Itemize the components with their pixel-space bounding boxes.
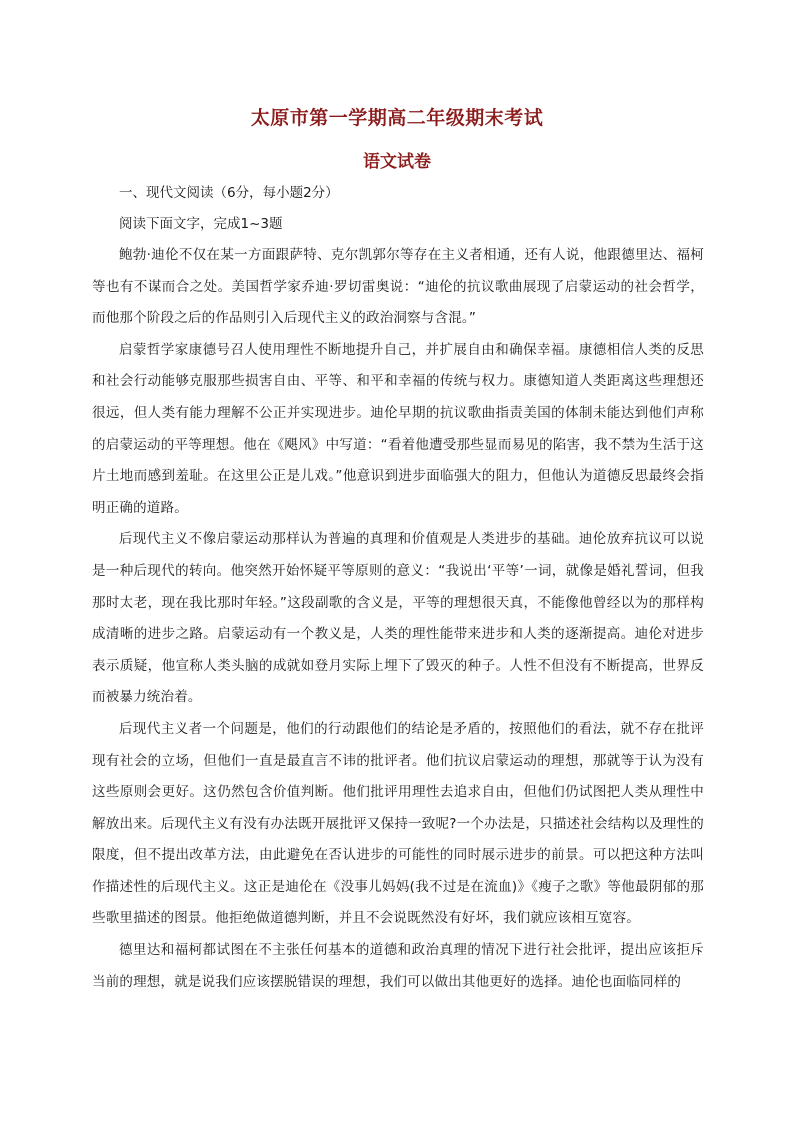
paragraph-4: 后现代主义者一个问题是，他们的行动跟他们的结论是矛盾的，按照他们的看法，就不存在批评现有社会的立场，但他们一直是最直言不讳的批评者。他们抗议启蒙运动的理想，那就等于认为没有这些原则会更好。这仍然包含价值判断。他们批评用理性去追求自由，但他们仍试图把人类从理性中解放出来。后现代主义有没有办法既开展批评又保持一致呢?一个办法是，只描述社会结构以及理性的限度，但不提出改革方法，由此避免在否认进步的可能性的同时展示进步的前景。可以把这种方法叫作描述性的后现代主义。这正是迪伦在《没事儿妈妈(我不过是在流血)》《瘦子之歌》等他最阴郁的那些歌里描述的图景。他拒绝做道德判断，并且不会说既然没有好坏，我们就应该相互宽容。	[92, 720, 704, 927]
paragraph-1: 鲍勃·迪伦不仅在某一方面跟萨特、克尔凯郭尔等存在主义者相通，还有人说，他跟德里达、福柯等也有不谋而合之处。美国哲学家乔迪·罗切雷奥说：“迪伦的抗议歌曲展现了启蒙运动的社会哲学，而他那个阶段之后的作品则引入后现代主义的政治洞察与含混。”	[92, 247, 704, 327]
reading-instruction: 阅读下面文字，完成1~3题	[119, 216, 283, 232]
section-heading: 一、现代文阅读（6分，每小题2分）	[119, 185, 339, 201]
exam-title: 太原市第一学期高二年级期末考试	[250, 107, 544, 129]
exam-subtitle: 语文试卷	[363, 152, 431, 172]
paragraph-5: 德里达和福柯都试图在不主张任何基本的道德和政治真理的情况下进行社会批评，提出应该拒斥当前的理想，就是说我们应该摆脱错误的理想，我们可以做出其他更好的选择。迪伦也面临同样的	[92, 942, 704, 990]
paragraph-2: 启蒙哲学家康德号召人使用理性不断地提升自己，并扩展自由和确保幸福。康德相信人类的反思和社会行动能够克服那些损害自由、平等、和平和幸福的传统与权力。康德知道人类距离这些理想还很远，但人类有能力理解不公正并实现进步。迪伦早期的抗议歌曲指责美国的体制未能达到他们声称的启蒙运动的平等理想。他在《飓风》中写道：“看着他遭受那些显而易见的陷害，我不禁为生活于这片土地而感到羞耻。在这里公正是儿戏。”他意识到进步面临强大的阻力，但他认为道德反思最终会指明正确的道路。	[92, 341, 704, 516]
paragraph-3: 后现代主义不像启蒙运动那样认为普遍的真理和价值观是人类进步的基础。迪伦放弃抗议可以说是一种后现代的转向。他突然开始怀疑平等原则的意义：“我说出‘平等’一词，就像是婚礼誓词，但我那时太老，现在我比那时年轻。”这段副歌的含义是，平等的理想很天真，不能像他曾经以为的那样构成清晰的进步之路。启蒙运动有一个教义是，人类的理性能带来进步和人类的逐渐提高。迪伦对进步表示质疑，他宣称人类头脑的成就如登月实际上埋下了毁灭的种子。人性不但没有不断提高，世界反而被暴力统治着。	[92, 531, 704, 706]
document-body	[92, 178, 704, 998]
